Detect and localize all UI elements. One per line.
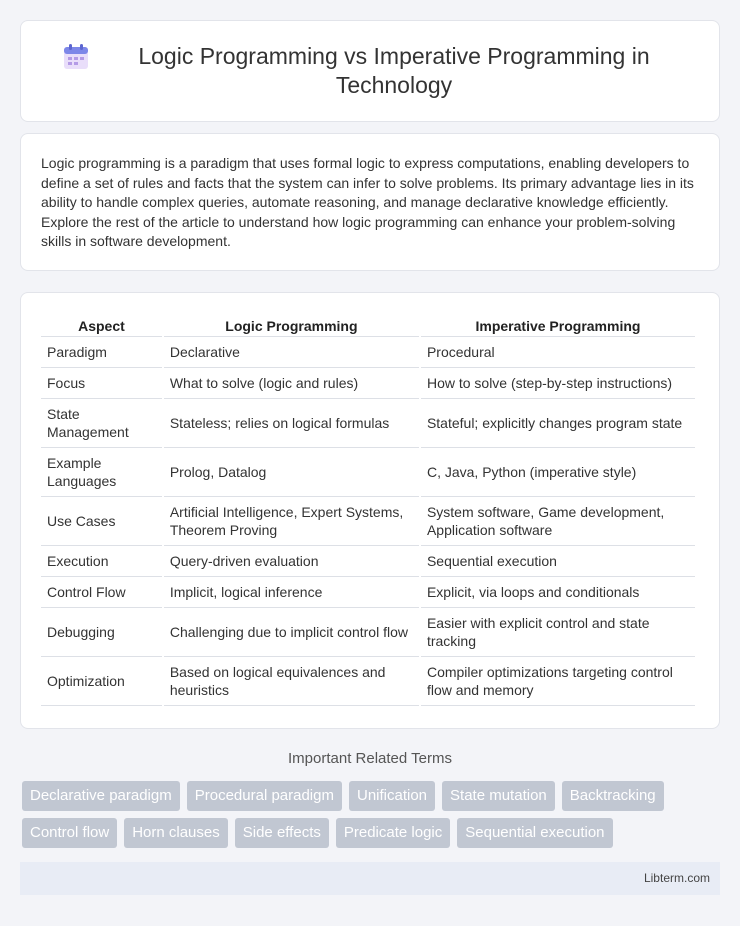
table-row xyxy=(41,368,695,399)
table-cell-logic: Implicit, logical inference xyxy=(164,577,419,608)
footer xyxy=(20,862,720,895)
table-cell-aspect: Paradigm xyxy=(41,337,162,368)
related-term-tag[interactable]: Side effects xyxy=(235,818,329,848)
related-term-tag[interactable]: Control flow xyxy=(22,818,117,848)
related-term-tag[interactable]: Procedural paradigm xyxy=(187,781,342,811)
comparison-table xyxy=(39,313,697,706)
column-header-aspect: Aspect xyxy=(41,313,162,337)
related-term-tag[interactable]: Horn clauses xyxy=(124,818,228,848)
table-row xyxy=(41,497,695,546)
table-cell-aspect: Example Languages xyxy=(41,448,162,497)
comparison-table-card xyxy=(20,292,720,729)
table-cell-imperative: Procedural xyxy=(421,337,695,368)
table-cell-logic: What to solve (logic and rules) xyxy=(164,368,419,399)
related-term-tag[interactable]: Unification xyxy=(349,781,435,811)
table-cell-aspect: Focus xyxy=(41,368,162,399)
table-row xyxy=(41,608,695,657)
table-row xyxy=(41,448,695,497)
column-header-logic: Logic Programming xyxy=(164,313,419,337)
related-term-tag[interactable]: State mutation xyxy=(442,781,555,811)
related-term-tag[interactable]: Predicate logic xyxy=(336,818,450,848)
related-term-tag[interactable]: Sequential execution xyxy=(457,818,612,848)
related-term-tag[interactable]: Backtracking xyxy=(562,781,664,811)
table-cell-logic: Based on logical equivalences and heuristics xyxy=(164,657,419,706)
table-cell-aspect: Execution xyxy=(41,546,162,577)
table-cell-aspect: State Management xyxy=(41,399,162,448)
table-cell-imperative: System software, Game development, Application software xyxy=(421,497,695,546)
table-cell-imperative: Compiler optimizations targeting control flow and memory xyxy=(421,657,695,706)
table-cell-logic: Query-driven evaluation xyxy=(164,546,419,577)
table-header-row xyxy=(41,313,695,337)
intro-paragraph: Logic programming is a paradigm that uses formal logic to express computations, enabling developers to define a set of rules and facts that the system can infer to solve problems. Its primary advantage lies in its ability to handle complex queries, automate reasoning, and manage declarative knowledge efficiently. Explore the rest of the article to understand how logic programming can enhance your problem-solving skills in software development. xyxy=(41,155,694,249)
table-cell-aspect: Use Cases xyxy=(41,497,162,546)
page-title: Logic Programming vs Imperative Programming in Technology xyxy=(138,43,650,98)
table-cell-imperative: How to solve (step-by-step instructions) xyxy=(421,368,695,399)
related-terms-list xyxy=(22,781,722,848)
table-row xyxy=(41,337,695,368)
table-cell-imperative: Explicit, via loops and conditionals xyxy=(421,577,695,608)
calendar-icon xyxy=(61,42,91,72)
related-term-tag[interactable]: Declarative paradigm xyxy=(22,781,180,811)
table-row xyxy=(41,399,695,448)
header-card xyxy=(20,20,720,122)
table-cell-logic: Prolog, Datalog xyxy=(164,448,419,497)
table-cell-logic: Artificial Intelligence, Expert Systems, Theorem Proving xyxy=(164,497,419,546)
table-cell-imperative: Stateful; explicitly changes program state xyxy=(421,399,695,448)
table-cell-aspect: Debugging xyxy=(41,608,162,657)
table-cell-logic: Stateless; relies on logical formulas xyxy=(164,399,419,448)
footer-site-link[interactable]: Libterm.com xyxy=(643,871,710,885)
table-row xyxy=(41,577,695,608)
column-header-imperative: Imperative Programming xyxy=(421,313,695,337)
intro-card xyxy=(20,133,720,271)
table-row xyxy=(41,657,695,706)
table-cell-imperative: Easier with explicit control and state tracking xyxy=(421,608,695,657)
table-cell-aspect: Control Flow xyxy=(41,577,162,608)
related-terms-title: Important Related Terms xyxy=(288,750,452,767)
table-cell-imperative: C, Java, Python (imperative style) xyxy=(421,448,695,497)
table-cell-logic: Declarative xyxy=(164,337,419,368)
table-row xyxy=(41,546,695,577)
table-cell-logic: Challenging due to implicit control flow xyxy=(164,608,419,657)
table-cell-imperative: Sequential execution xyxy=(421,546,695,577)
table-cell-aspect: Optimization xyxy=(41,657,162,706)
